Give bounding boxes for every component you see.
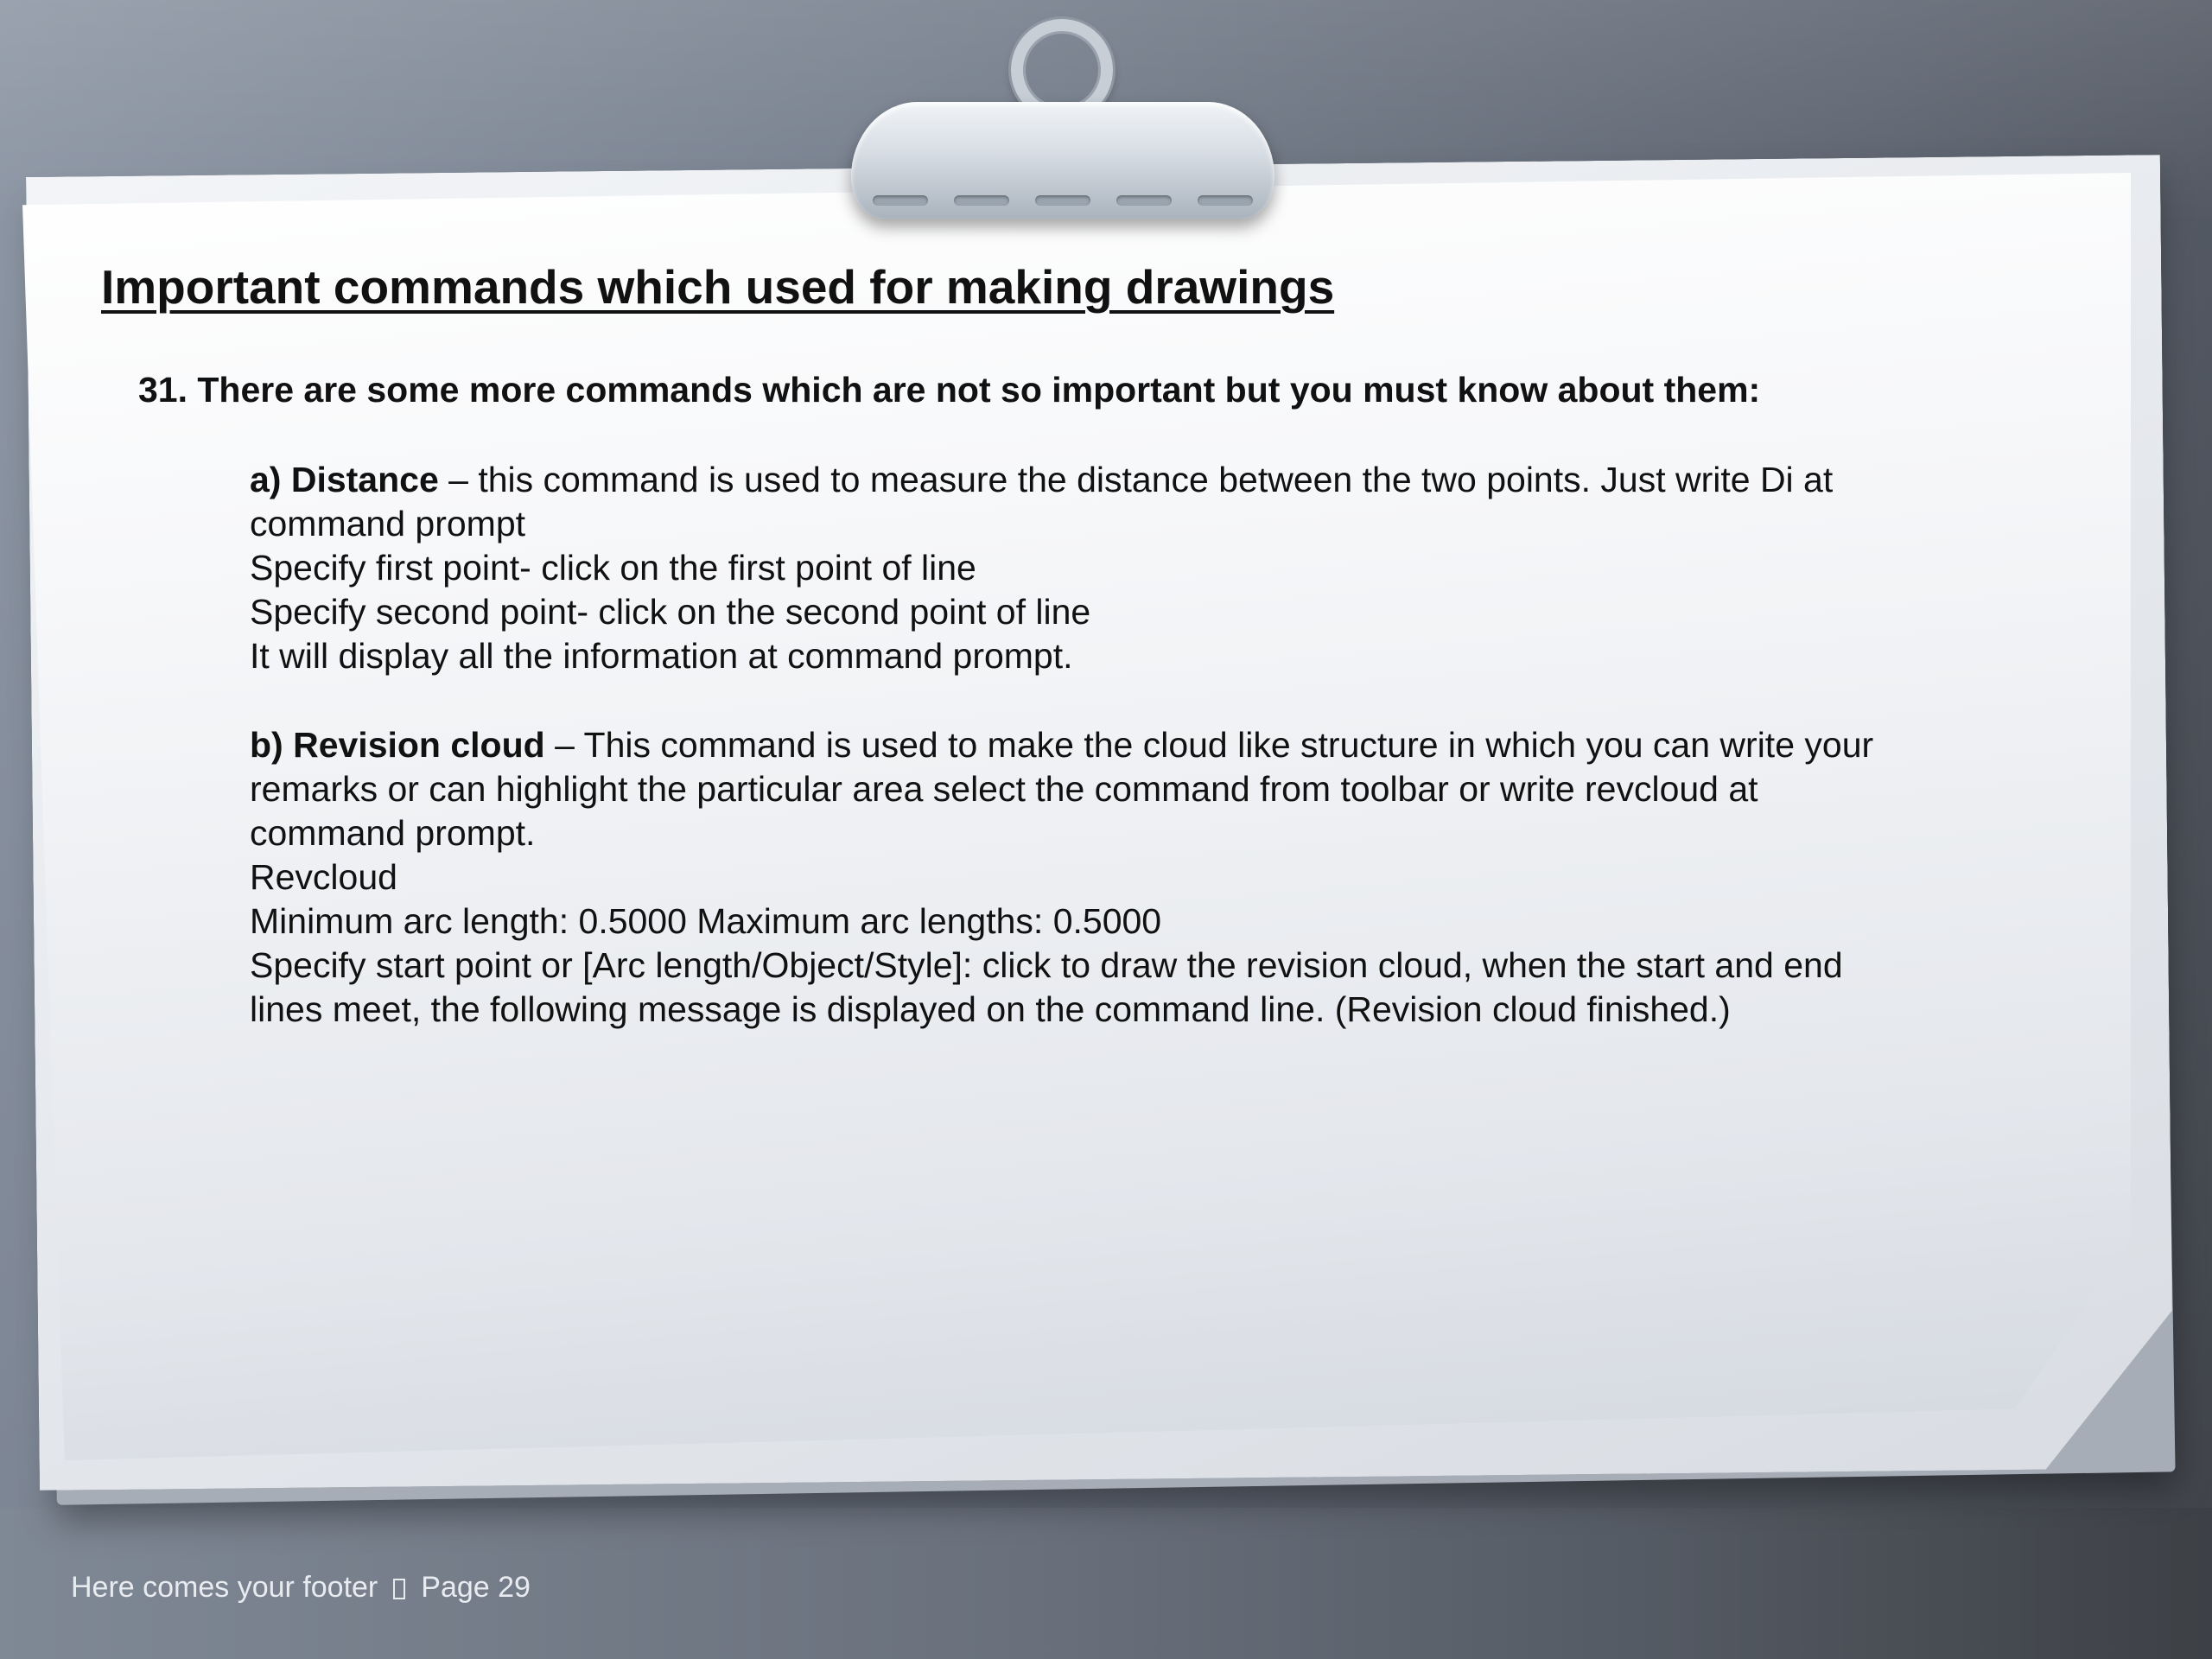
revision-line-2: remarks or can highlight the particular area select the command from toolbar or write revcloud at — [250, 769, 1758, 809]
revision-cloud-description: – This command is used to make the cloud like structure in which you can write your — [544, 725, 1874, 765]
distance-description: – this command is used to measure the distance between the two points. Just write Di at — [438, 460, 1834, 499]
footer — [71, 1571, 531, 1605]
box-glyph-icon — [393, 1579, 405, 1599]
distance-line-3: Specify first point- click on the first point of line — [250, 548, 976, 588]
revision-line-1 — [250, 723, 1978, 767]
revision-line-4: Revcloud — [250, 857, 397, 897]
distance-paragraph — [250, 458, 1978, 678]
revision-cloud-paragraph — [250, 723, 1978, 1032]
revision-line-5: Minimum arc length: 0.5000 Maximum arc lengths: 0.5000 — [250, 901, 1162, 941]
slide-title: Important commands which used for making drawings — [101, 260, 1335, 314]
distance-term: a) Distance — [250, 460, 439, 499]
revision-line-3: command prompt. — [250, 813, 536, 853]
distance-line-5: It will display all the information at command prompt. — [250, 636, 1073, 676]
revision-cloud-section — [250, 723, 1978, 1032]
distance-line-4: Specify second point- click on the second point of line — [250, 592, 1091, 632]
distance-section — [250, 458, 1978, 678]
distance-line-1 — [250, 458, 1978, 502]
intro-text: 31. There are some more commands which are not so important but you must know about them: — [138, 370, 1761, 410]
footer-text: Here comes your footer — [71, 1571, 378, 1604]
revision-line-7: lines meet, the following message is displayed on the command line. (Revision cloud finished.) — [250, 989, 1731, 1029]
revision-line-6: Specify start point or [Arc length/Object/Style]: click to draw the revision cloud, when the start and end — [250, 945, 1843, 985]
revision-cloud-term: b) Revision cloud — [250, 725, 545, 765]
page-number: Page 29 — [421, 1571, 531, 1604]
distance-line-2: command prompt — [250, 504, 526, 543]
